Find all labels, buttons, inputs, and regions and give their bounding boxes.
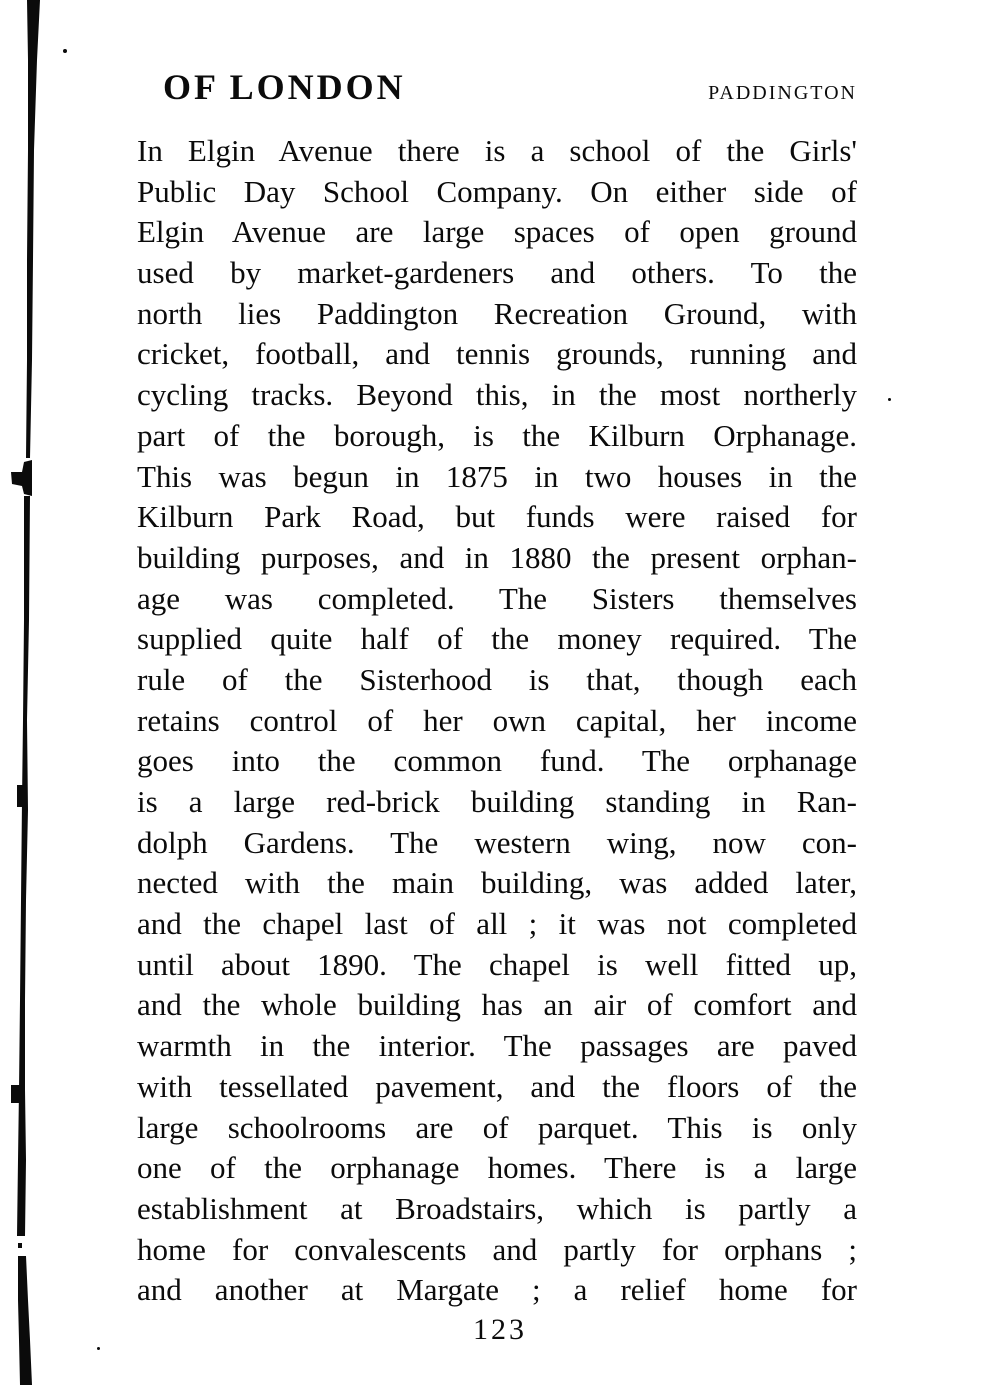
text-line: This was begun in 1875 in two houses in the	[137, 458, 857, 494]
text-line: cricket, football, and tennis grounds, running and	[137, 336, 857, 372]
text-line: warmth in the interior. The passages are paved	[137, 1028, 857, 1064]
text-line: rule of the Sisterhood is that, though each	[137, 661, 857, 697]
text-line: one of the orphanage homes. There is a large	[137, 1150, 857, 1186]
text-line: is a large red-brick building standing in Ran-	[137, 784, 857, 819]
text-line: goes into the common fund. The orphanage	[137, 743, 857, 779]
text-line: and the whole building has an air of comfort and	[137, 987, 857, 1023]
text-line: Elgin Avenue are large spaces of open ground	[137, 214, 857, 250]
text-line: In Elgin Avenue there is a school of the Girls'	[137, 133, 857, 168]
running-header	[137, 66, 857, 108]
text-line: part of the borough, is the Kilburn Orphanage.	[137, 417, 857, 453]
text-line: until about 1890. The chapel is well fitted up,	[137, 946, 857, 982]
text-line: dolph Gardens. The western wing, now con-	[137, 824, 857, 860]
text-line: Kilburn Park Road, but funds were raised for	[137, 499, 857, 535]
text-line: used by market-gardeners and others. To the	[137, 255, 857, 291]
body-text	[137, 131, 857, 1311]
text-line: and the chapel last of all ; it was not completed	[137, 906, 857, 942]
page-number: 123	[473, 1313, 527, 1346]
section-label: PADDINGTON	[708, 82, 857, 104]
text-line: establishment at Broadstairs, which is partly a	[137, 1190, 857, 1226]
text-line: supplied quite half of the money required. The	[137, 621, 857, 657]
scan-speck	[63, 49, 67, 53]
text-line: north lies Paddington Recreation Ground, with	[137, 295, 857, 331]
text-line: building purposes, and in 1880 the present orphan-	[137, 539, 857, 575]
scan-gutter-artifact	[0, 0, 60, 1385]
scan-speck	[97, 1347, 100, 1350]
text-line: home for convalescents and partly for orphans ;	[137, 1231, 857, 1267]
text-line: nected with the main building, was added later,	[137, 865, 857, 901]
text-line: Public Day School Company. On either side of	[137, 173, 857, 209]
scan-speck	[888, 398, 891, 401]
text-line: large schoolrooms are of parquet. This is only	[137, 1109, 857, 1145]
text-line: age was completed. The Sisters themselves	[137, 580, 857, 616]
text-line: retains control of her own capital, her income	[137, 702, 857, 738]
text-line: and another at Margate ; a relief home for	[137, 1272, 857, 1308]
text-line: cycling tracks. Beyond this, in the most northerly	[137, 377, 857, 413]
text-line: with tessellated pavement, and the floors of the	[137, 1068, 857, 1104]
running-title: OF LONDON	[163, 67, 406, 107]
